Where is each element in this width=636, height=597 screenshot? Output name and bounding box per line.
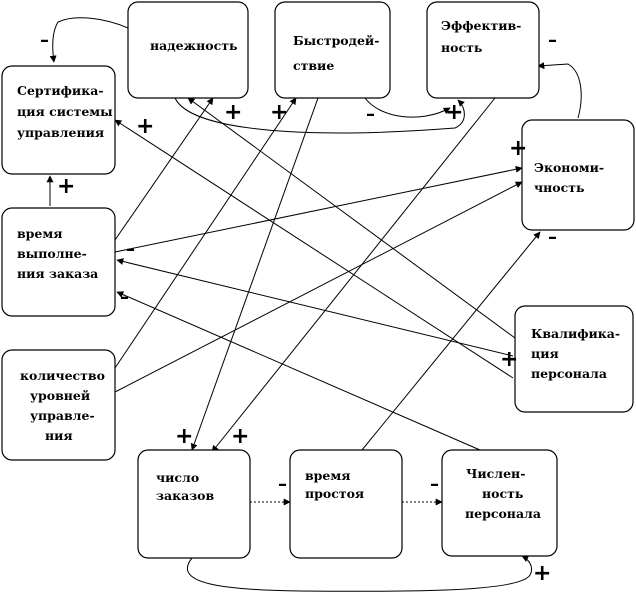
- sign-plus-order-count-2: +: [231, 424, 250, 449]
- node-management-levels-line-2: уровней: [30, 388, 91, 403]
- edge-reliability-to-certification: [53, 18, 128, 62]
- node-staff-count-line-2: ность: [482, 486, 524, 501]
- sign-minus-order-time-2: –: [120, 287, 129, 308]
- sign-plus-reliability-bottom: +: [224, 100, 243, 125]
- node-qualification-line-1: Квалифика-: [531, 326, 621, 341]
- node-economy: [522, 120, 634, 230]
- edge-management-levels-to-economy: [115, 182, 522, 392]
- node-qualification: [515, 306, 633, 412]
- node-certification-line-2: ция системы: [17, 104, 113, 119]
- edge-staff-count-to-order-time: [117, 292, 480, 450]
- edge-speed-to-efficiency: [365, 98, 450, 117]
- node-certification: [2, 66, 115, 174]
- edge-reliability-to-efficiency: [175, 98, 464, 133]
- node-efficiency-line-1: Эффектив-: [441, 18, 522, 33]
- node-certification-line-3: управления: [17, 125, 105, 140]
- edge-order-count-to-staff-count: [187, 556, 531, 591]
- node-efficiency: [427, 2, 539, 98]
- node-management-levels-line-4: ния: [45, 428, 73, 443]
- edge-order-time-to-reliability: [115, 98, 213, 240]
- node-management-levels-line-3: управле-: [30, 408, 95, 423]
- node-downtime-line-2: простоя: [305, 486, 365, 501]
- node-order-time-line-2: выполне-: [17, 246, 87, 261]
- node-order-count-line-1: число: [156, 470, 200, 485]
- edge-economy-to-efficiency: [538, 64, 581, 118]
- edge-downtime-to-economy: [362, 232, 540, 450]
- node-order-time: [2, 208, 115, 316]
- node-downtime-line-1: время: [305, 468, 351, 483]
- node-order-count: [138, 450, 250, 558]
- edge-order-time-to-economy: [115, 168, 522, 252]
- sign-plus-economy-left: +: [509, 136, 528, 161]
- edge-qualification-to-order-time: [117, 260, 513, 356]
- node-staff-count-line-1: Числен-: [466, 466, 526, 481]
- node-speed: [275, 2, 390, 98]
- nodes: [2, 2, 634, 558]
- sign-minus-downtime-left: –: [278, 474, 287, 495]
- sign-minus-reliability-certification: –: [40, 30, 49, 51]
- node-qualification-line-2: ция: [531, 346, 559, 361]
- node-order-count-line-2: заказов: [156, 488, 215, 503]
- sign-plus-order-time-certification: +: [57, 174, 76, 199]
- node-certification-line-1: Сертифика-: [17, 83, 104, 98]
- sign-minus-efficiency-right: –: [548, 30, 557, 51]
- node-speed-line-1: Быстродей-: [293, 33, 380, 48]
- node-order-time-line-1: время: [17, 226, 63, 241]
- edge-certification-to-qualification: [115, 120, 513, 378]
- sign-plus-certification-top: +: [136, 114, 155, 139]
- node-management-levels: [2, 350, 115, 460]
- sign-minus-speed-bottom: –: [366, 104, 375, 125]
- node-order-time-line-3: ния заказа: [17, 266, 99, 281]
- node-economy-line-1: Экономи-: [534, 160, 605, 175]
- sign-minus-order-time-1: –: [126, 239, 135, 260]
- node-efficiency-line-2: ность: [441, 40, 483, 55]
- node-downtime: [290, 450, 402, 558]
- node-staff-count-line-3: персонала: [465, 506, 541, 521]
- node-economy-line-2: чность: [534, 180, 585, 195]
- edge-speed-to-order-count: [192, 98, 318, 450]
- sign-plus-qualification-left: +: [500, 347, 519, 372]
- node-management-levels-line-1: количество: [20, 368, 105, 383]
- sign-minus-staff-left: –: [430, 474, 439, 495]
- node-speed-line-2: ствие: [293, 58, 335, 73]
- node-qualification-line-3: персонала: [531, 366, 607, 381]
- sign-plus-order-count-1: +: [175, 424, 194, 449]
- node-reliability-line-1: надежность: [150, 38, 238, 53]
- sign-minus-economy-bottom: –: [548, 227, 557, 248]
- sign-plus-staff-bottom: +: [533, 561, 552, 586]
- node-reliability: [128, 2, 248, 98]
- sign-plus-efficiency-bottom: +: [445, 100, 464, 125]
- node-staff-count: [442, 450, 557, 556]
- sign-plus-speed-left: +: [270, 100, 289, 125]
